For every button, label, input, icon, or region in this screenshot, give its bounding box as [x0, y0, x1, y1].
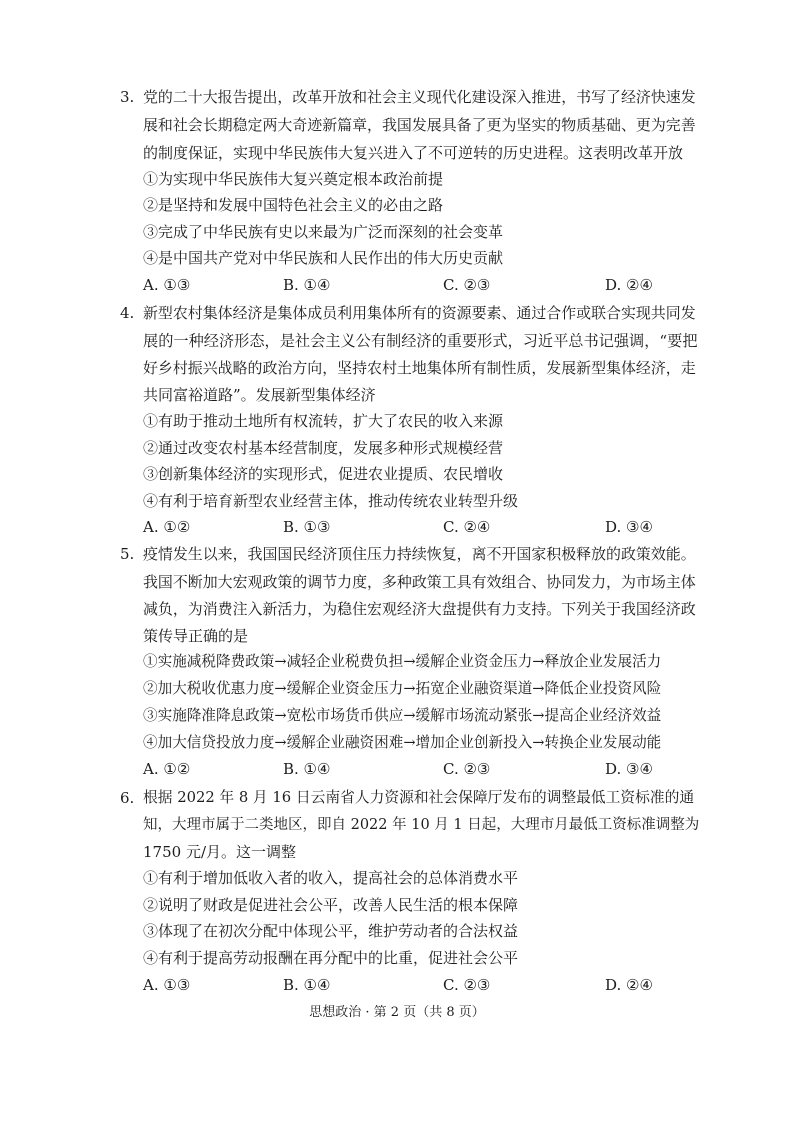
option-d: D. ③④: [605, 518, 653, 536]
statement: ①为实现中华民族伟大复兴奠定根本政治前提: [143, 170, 444, 188]
question-stem-line: 党的二十大报告提出，改革开放和社会主义现代化建设深入推进，书写了经济快速发: [143, 88, 696, 106]
option-b: B. ①③: [283, 518, 331, 536]
page-footer: 思想政治 · 第 2 页（共 8 页）: [309, 1005, 485, 1020]
statement: ④有利于培育新型农业经营主体，推动传统农业转型升级: [143, 492, 519, 510]
statement: ③体现了在初次分配中体现公平，维护劳动者的合法权益: [143, 922, 519, 940]
question-number: 5.: [120, 545, 135, 563]
statement: ②加大税收优惠力度→缓解企业资金压力→拓宽企业融资渠道→降低企业投资风险: [143, 680, 662, 697]
question-stem-line: 共同富裕道路”。发展新型集体经济: [143, 386, 376, 404]
question-number: 3.: [120, 88, 135, 106]
option-d: D. ②④: [605, 976, 653, 994]
statement: ③创新集体经济的实现形式，促进农业提质、农民增收: [143, 465, 504, 483]
option-a: A. ①②: [143, 760, 191, 778]
question-stem-line: 展和社会长期稳定两大奇迹新篇章，我国发展具备了更为坚实的物质基础、更为完善: [143, 116, 696, 134]
option-c: C. ②④: [443, 518, 491, 536]
option-d: D. ③④: [605, 760, 653, 778]
statement: ③完成了中华民族有史以来最为广泛而深刻的社会变革: [143, 223, 504, 241]
option-b: B. ①④: [283, 760, 331, 778]
statement: ①实施减税降费政策→减轻企业税费负担→缓解企业资金压力→释放企业发展活力: [143, 653, 662, 670]
option-d: D. ②④: [605, 276, 653, 294]
option-a: A. ①②: [143, 518, 191, 536]
option-a: A. ①③: [143, 276, 191, 294]
statement: ①有助于推动土地所有权流转，扩大了农民的收入来源: [143, 412, 504, 430]
statement: ②通过改变农村基本经营制度，发展多种形式规模经营: [143, 439, 504, 457]
option-b: B. ①④: [283, 276, 331, 294]
question-stem-line: 减负，为消费注入新活力，为稳住宏观经济大盘提供有力支持。下列关于我国经济政: [143, 600, 696, 618]
option-c: C. ②③: [443, 276, 491, 294]
statement: ③实施降准降息政策→宽松市场货币供应→缓解市场流动紧张→提高企业经济效益: [143, 707, 662, 724]
question-stem-line: 好乡村振兴战略的政治方向，坚持农村土地集体所有制性质，发展新型集体经济，走: [143, 359, 696, 377]
option-b: B. ①④: [283, 976, 331, 994]
question-stem-line: 根据 2022 年 8 月 16 日云南省人力资源和社会保障厅发布的调整最低工资标准的通: [143, 789, 695, 806]
question-stem-line: 我国不断加大宏观政策的调节力度，多种政策工具有效组合、协同发力，为市场主体: [143, 573, 696, 591]
statement: ④是中国共产党对中华民族和人民作出的伟大历史贡献: [143, 249, 504, 267]
question-stem-line: 展的一种经济形态，是社会主义公有制经济的重要形式，习近平总书记强调，“要把: [143, 332, 698, 350]
question-stem-line: 的制度保证，实现中华民族伟大复兴进入了不可逆转的历史进程。这表明改革开放: [143, 144, 684, 162]
statement: ④加大信贷投放力度→缓解企业融资困难→增加企业创新投入→转换企业发展动能: [143, 734, 662, 751]
statement: ②是坚持和发展中国特色社会主义的必由之路: [143, 196, 444, 214]
question-stem-line: 1750 元/月。这一调整: [143, 843, 296, 861]
question-number: 6.: [120, 789, 135, 807]
statement: ④有利于提高劳动报酬在再分配中的比重，促进社会公平: [143, 949, 519, 967]
question-number: 4.: [120, 304, 135, 322]
statement: ①有利于增加低收入者的收入，提高社会的总体消费水平: [143, 869, 519, 887]
option-c: C. ②③: [443, 760, 491, 778]
question-stem-line: 策传导正确的是: [143, 627, 249, 645]
question-stem-line: 疫情发生以来，我国国民经济顶住压力持续恢复，离不开国家积极释放的政策效能。: [143, 545, 696, 563]
question-stem-line: 新型农村集体经济是集体成员利用集体所有的资源要素、通过合作或联合实现共同发: [143, 304, 696, 322]
option-a: A. ①③: [143, 976, 191, 994]
statement: ②说明了财政是促进社会公平，改善人民生活的根本保障: [143, 896, 519, 914]
question-stem-line: 知，大理市属于二类地区，即自 2022 年 10 月 1 日起，大理市月最低工资标准调整为: [143, 817, 700, 833]
option-c: C. ②③: [443, 976, 491, 994]
